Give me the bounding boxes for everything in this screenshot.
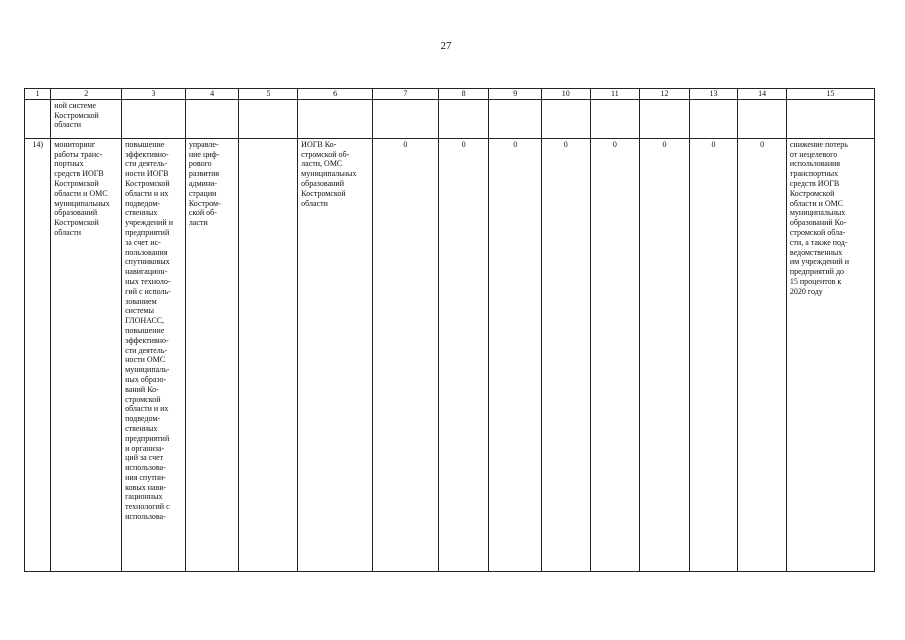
cont-cell-11 [590, 99, 640, 138]
column-header-5: 5 [239, 89, 298, 100]
column-number-row [25, 89, 875, 100]
responsible-cell: управле- ние циф- рового развития админи- страции Костром- ской об- ласти [185, 138, 239, 571]
cont-cell-9 [489, 99, 542, 138]
plan-table [24, 88, 875, 572]
column-header-4: 4 [185, 89, 239, 100]
value-cell-14: 0 [738, 138, 787, 571]
row-number: 14) [25, 138, 51, 571]
measure-name-cell: мониторинг работы транс- портных средств ИОГВ Костромской области и ОМС муниципальных образований Костромской области [51, 138, 122, 571]
page-number: 27 [440, 40, 452, 52]
cont-cell-3 [122, 99, 186, 138]
table-row [25, 138, 875, 571]
column-header-7: 7 [373, 89, 439, 100]
cont-cell-15 [786, 99, 874, 138]
cont-cell-7 [373, 99, 439, 138]
value-cell-13: 0 [689, 138, 738, 571]
column-header-12: 12 [640, 89, 690, 100]
column-header-11: 11 [590, 89, 640, 100]
cont-cell-6 [298, 99, 373, 138]
value-cell-7: 0 [373, 138, 439, 571]
column-header-10: 10 [542, 89, 591, 100]
column-header-1: 1 [25, 89, 51, 100]
executors-cell: ИОГВ Ко- стромской об- ласти, ОМС муниципальных образований Костромской области [298, 138, 373, 571]
value-cell-10: 0 [542, 138, 591, 571]
cont-cell-10 [542, 99, 591, 138]
cont-cell-13 [689, 99, 738, 138]
cont-cell-12 [640, 99, 690, 138]
column-header-2: 2 [51, 89, 122, 100]
cont-cell-2: ной системе Костромской области [51, 99, 122, 138]
cont-cell-1 [25, 99, 51, 138]
value-cell-12: 0 [640, 138, 690, 571]
value-cell-8: 0 [438, 138, 489, 571]
column-header-13: 13 [689, 89, 738, 100]
cont-cell-8 [438, 99, 489, 138]
expected-result-cell: снижение потерь от нецелевого использования транспортных средств ИОГВ Костромской области и ОМС муниципальных образований Ко- стромской обла- сти, а также под- ведомственных им учреждений и предприятий до 15 процентов к 2020 году [786, 138, 874, 571]
cont-cell-4 [185, 99, 239, 138]
continuation-row [25, 99, 875, 138]
empty-cell-5 [239, 138, 298, 571]
column-header-3: 3 [122, 89, 186, 100]
value-cell-9: 0 [489, 138, 542, 571]
column-header-6: 6 [298, 89, 373, 100]
purpose-cell: повышение эффективно- сти деятель- ности ИОГВ Костромской области и их подведом- ственных учреждений и предприятий за счет ис- пользования спутниковых навигацион- ных техноло- гий с исполь- зованием системы ГЛОНАСС, повышение эффективно- сти деятель- ности ОМС муниципаль- ных образо- ваний Ко- стромской области и их подведом- ственных предприятий и организа- ций за счет использова- ния спутни- ковых нави- гационных технологий с использова- [122, 138, 186, 571]
cont-cell-5 [239, 99, 298, 138]
cont-cell-14 [738, 99, 787, 138]
column-header-15: 15 [786, 89, 874, 100]
value-cell-11: 0 [590, 138, 640, 571]
column-header-9: 9 [489, 89, 542, 100]
column-header-14: 14 [738, 89, 787, 100]
column-header-8: 8 [438, 89, 489, 100]
